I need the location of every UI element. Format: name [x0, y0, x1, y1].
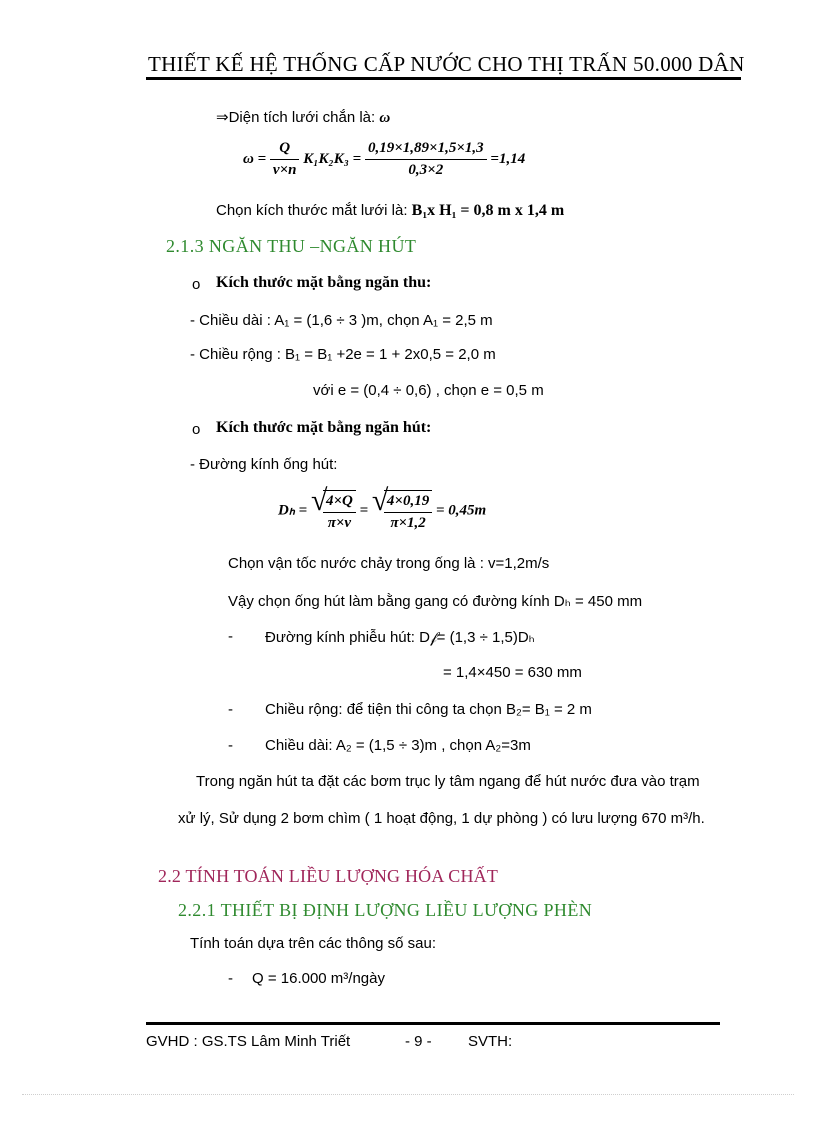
- formula-screen-area: [243, 140, 525, 179]
- mesh-size-label: Chọn kích thước mắt lưới là:: [216, 202, 408, 219]
- text-line: Tính toán dựa trên các thông số sau:: [190, 935, 437, 952]
- fraction-denominator: v×n: [272, 162, 297, 178]
- fraction: [323, 493, 356, 532]
- sqrt-icon: √: [310, 484, 328, 517]
- bullet-icon: o: [192, 421, 201, 438]
- text-line: Trong ngăn hút ta đặt các bơm trục ly tâm ngang để hút nước đưa vào trạm: [196, 773, 700, 790]
- subheading-intake-size: Kích thước mặt bằng ngăn thu:: [216, 274, 432, 291]
- subheading-suction-size: Kích thước mặt bằng ngăn hút:: [216, 419, 432, 436]
- bullet-icon: o: [192, 276, 201, 293]
- omega-symbol: ω: [379, 110, 391, 126]
- text-line: Chọn vận tốc nước chảy trong ống là : v=1,2m/s: [228, 555, 550, 572]
- fraction-values: [365, 140, 487, 179]
- formula-lhs: Dₕ =: [278, 502, 308, 519]
- footer-supervisor: GVHD : GS.TS Lâm Minh Triết: [146, 1033, 351, 1050]
- page-bottom-divider: [22, 1094, 794, 1095]
- sqrt-icon: √: [371, 484, 389, 517]
- sqrt-expression: [310, 484, 356, 532]
- formula-lhs: ω =: [243, 150, 267, 167]
- fraction-denominator: π×1,2: [390, 515, 426, 531]
- dash-marker: -: [228, 970, 233, 987]
- text-line: với e = (0,4 ÷ 0,6) , chọn e = 0,5 m: [313, 382, 544, 399]
- footer-student: SVTH:: [468, 1033, 513, 1050]
- fraction: [384, 493, 432, 532]
- text-line: Vậy chọn ống hút làm bằng gang có đường kính Dₕ = 450 mm: [228, 593, 643, 610]
- fraction-numerator: 4×Q: [323, 493, 356, 513]
- formula-result: =1,14: [490, 150, 526, 167]
- sqrt-expression: [371, 484, 432, 532]
- text-line: Q = 16.000 m³/ngày: [252, 970, 385, 987]
- formula-k-factors: K₁K₂K₃ =: [303, 150, 362, 167]
- formula-result: = 0,45m: [435, 502, 487, 519]
- fraction-numerator: 4×0,19: [384, 493, 432, 513]
- text-line: Chiều rộng: để tiện thi công ta chọn B₂= B₁ = 2 m: [265, 701, 592, 718]
- fraction-denominator: π×v: [327, 515, 352, 531]
- fraction-numerator: Q: [270, 140, 300, 160]
- page-header-title: THIẾT KẾ HỆ THỐNG CẤP NƯỚC CHO THỊ TRẤN 50.000 DÂN: [148, 52, 745, 76]
- section-heading-2-2-1: 2.2.1 THIẾT BỊ ĐỊNH LƯỢNG LIỀU LƯỢNG PHÈN: [178, 900, 593, 920]
- text-line: - Chiều dài : A₁ = (1,6 ÷ 3 )m, chọn A₁ = 2,5 m: [190, 312, 493, 329]
- arrow-text: ⇒Diện tích lưới chắn là:: [216, 109, 376, 126]
- dash-marker: -: [228, 628, 233, 645]
- text-line: = 1,4×450 = 630 mm: [443, 664, 582, 681]
- text-line: - Chiều rộng : B₁ = B₁ +2e = 1 + 2x0,5 = 2,0 m: [190, 346, 496, 363]
- fraction-numerator: 0,19×1,89×1,5×1,3: [365, 140, 487, 160]
- mesh-size-value: B₁x H₁ = 0,8 m x 1,4 m: [411, 202, 565, 219]
- footer-rule: [146, 1022, 720, 1025]
- text-line: [216, 108, 390, 127]
- header-rule: [146, 77, 741, 80]
- section-heading-2-2: 2.2 TÍNH TOÁN LIỀU LƯỢNG HÓA CHẤT: [158, 866, 499, 886]
- text-line: [216, 202, 564, 220]
- dash-marker: -: [228, 701, 233, 718]
- text-line: xử lý, Sử dụng 2 bơm chìm ( 1 hoạt động, 1 dự phòng ) có lưu lượng 670 m³/h.: [178, 810, 705, 827]
- text-line: - Đường kính ống hút:: [190, 456, 338, 473]
- text-line: Chiều dài: A₂ = (1,5 ÷ 3)m , chọn A₂=3m: [265, 737, 531, 754]
- fraction-denominator: 0,3×2: [408, 162, 444, 178]
- dash-marker: -: [228, 737, 233, 754]
- footer-page-number: - 9 -: [405, 1033, 432, 1050]
- section-heading-2-1-3: 2.1.3 NGĂN THU –NGĂN HÚT: [166, 236, 417, 256]
- text-line: Đường kính phiễu hút: D𝒻= (1,3 ÷ 1,5)Dₕ: [265, 629, 535, 646]
- fraction-q-vn: [270, 140, 300, 179]
- formula-equals: =: [359, 502, 369, 519]
- formula-pipe-diameter: [278, 484, 487, 532]
